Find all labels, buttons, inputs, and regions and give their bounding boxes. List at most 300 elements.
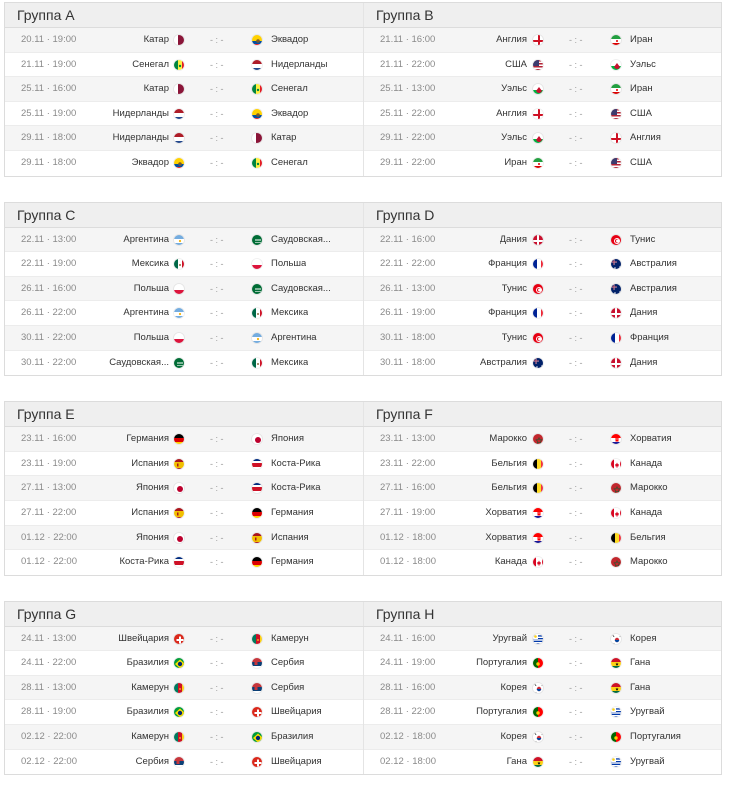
match-score: - : - (210, 332, 224, 343)
match-score: - : - (569, 633, 583, 644)
ecuador-flag-icon (251, 34, 263, 46)
group-title: Группа C (17, 206, 76, 223)
match-score: - : - (569, 259, 583, 270)
group-title: Группа H (363, 602, 721, 626)
home-team-name: Коста-Рика (119, 556, 169, 568)
home-team-name: Австралия (480, 356, 527, 368)
wales-flag-icon (532, 132, 544, 144)
group-header-row (5, 3, 721, 28)
match-date: 01.12 · 22:00 (21, 556, 77, 568)
match-row[interactable] (5, 351, 363, 376)
usa-flag-icon (610, 108, 622, 120)
match-date: 24.11 · 19:00 (380, 657, 436, 669)
away-team-name: Марокко (630, 482, 668, 494)
netherlands-flag-icon (251, 59, 263, 71)
match-date: 28.11 · 19:00 (21, 706, 77, 718)
home-team-name: Тунис (501, 331, 527, 343)
korea-flag-icon (532, 731, 544, 743)
wales-flag-icon (532, 83, 544, 95)
home-team-name: Швейцария (118, 632, 169, 644)
match-date: 22.11 · 22:00 (380, 258, 436, 270)
cameroon-flag-icon (173, 731, 185, 743)
home-team-name: Франция (488, 307, 527, 319)
home-team-name: Польша (133, 331, 169, 343)
tunisia-flag-icon (532, 283, 544, 295)
match-row[interactable] (364, 452, 721, 477)
away-team-name: Швейцария (271, 706, 322, 718)
away-team-name: Саудовская... (271, 233, 331, 245)
home-team-name: Камерун (131, 681, 169, 693)
ecuador-flag-icon (251, 108, 263, 120)
match-list (363, 627, 721, 775)
spain-flag-icon (251, 532, 263, 544)
match-score: - : - (210, 633, 224, 644)
match-row[interactable] (5, 28, 363, 53)
costa-rica-flag-icon (173, 556, 185, 568)
home-team-name: Испания (131, 457, 169, 469)
away-team-name: Сенегал (271, 83, 308, 95)
group-title: Группа B (363, 3, 721, 27)
spain-flag-icon (173, 458, 185, 470)
serbia-flag-icon (251, 682, 263, 694)
wales-flag-icon (610, 59, 622, 71)
match-row[interactable] (5, 700, 363, 725)
iran-flag-icon (610, 34, 622, 46)
match-score: - : - (210, 357, 224, 368)
match-row[interactable] (364, 252, 721, 277)
england-flag-icon (610, 132, 622, 144)
match-row[interactable] (364, 651, 721, 676)
switzerland-flag-icon (251, 706, 263, 718)
match-row[interactable] (364, 28, 721, 53)
match-score: - : - (569, 756, 583, 767)
match-row[interactable] (364, 627, 721, 652)
argentina-flag-icon (251, 332, 263, 344)
match-score: - : - (569, 332, 583, 343)
match-score: - : - (210, 59, 224, 70)
match-date: 21.11 · 22:00 (380, 58, 436, 70)
home-team-name: Уругвай (492, 632, 527, 644)
spain-flag-icon (173, 507, 185, 519)
home-team-name: Испания (131, 506, 169, 518)
cameroon-flag-icon (251, 633, 263, 645)
match-list (5, 427, 363, 575)
match-row[interactable] (5, 53, 363, 78)
costa-rica-flag-icon (251, 458, 263, 470)
away-team-name: Хорватия (630, 433, 672, 445)
match-score: - : - (210, 507, 224, 518)
away-team-name: Дания (630, 356, 658, 368)
cameroon-flag-icon (173, 682, 185, 694)
away-team-name: США (630, 107, 652, 119)
match-date: 01.12 · 22:00 (21, 531, 77, 543)
match-row[interactable] (364, 725, 721, 750)
home-team-name: Франция (488, 258, 527, 270)
away-team-name: Австралия (630, 282, 677, 294)
away-team-name: Уругвай (630, 755, 665, 767)
match-score: - : - (210, 532, 224, 543)
away-team-name: Сенегал (271, 156, 308, 168)
japan-flag-icon (251, 433, 263, 445)
match-score: - : - (210, 108, 224, 119)
match-row[interactable] (364, 228, 721, 253)
home-team-name: Мексика (131, 258, 169, 270)
home-team-name: Бельгия (491, 457, 527, 469)
match-date: 28.11 · 13:00 (21, 681, 77, 693)
match-score: - : - (569, 532, 583, 543)
japan-flag-icon (173, 482, 185, 494)
morocco-flag-icon (610, 482, 622, 494)
home-team-name: Португалия (476, 657, 527, 669)
match-score: - : - (210, 35, 224, 45)
away-team-name: Эквадор (271, 107, 309, 119)
poland-flag-icon (173, 332, 185, 344)
away-team-name: Коста-Рика (271, 457, 321, 469)
switzerland-flag-icon (251, 756, 263, 768)
away-team-name: Бельгия (630, 531, 666, 543)
match-date: 26.11 · 19:00 (380, 307, 436, 319)
match-score: - : - (569, 283, 583, 294)
match-date: 29.11 · 22:00 (380, 156, 436, 168)
home-team-name: Япония (136, 531, 169, 543)
match-row[interactable] (5, 452, 363, 477)
match-row[interactable] (364, 126, 721, 151)
group-title: Группа G (17, 605, 77, 622)
qatar-flag-icon (173, 34, 185, 46)
match-score: - : - (210, 682, 224, 693)
match-list (5, 627, 363, 775)
match-row[interactable] (5, 476, 363, 501)
canada-flag-icon (610, 458, 622, 470)
match-date: 27.11 · 22:00 (21, 506, 77, 518)
match-score: - : - (569, 458, 583, 469)
home-team-name: Англия (496, 107, 527, 119)
home-team-name: Иран (504, 156, 527, 168)
away-team-name: Иран (630, 34, 653, 45)
match-row[interactable] (5, 526, 363, 551)
away-team-name: Уэльс (630, 58, 656, 70)
france-flag-icon (532, 258, 544, 270)
group-block-gh (4, 601, 722, 776)
match-score: - : - (210, 259, 224, 270)
match-row[interactable] (5, 676, 363, 701)
home-team-name: Саудовская... (109, 356, 169, 368)
away-team-name: Англия (630, 132, 661, 144)
saudi-arabia-flag-icon (173, 357, 185, 369)
france-flag-icon (532, 307, 544, 319)
match-date: 30.11 · 22:00 (21, 356, 77, 368)
korea-flag-icon (610, 633, 622, 645)
match-score: - : - (210, 483, 224, 494)
usa-flag-icon (610, 157, 622, 169)
home-team-name: Уэльс (501, 83, 527, 95)
match-date: 30.11 · 22:00 (21, 331, 77, 343)
england-flag-icon (532, 108, 544, 120)
france-flag-icon (610, 332, 622, 344)
match-score: - : - (569, 707, 583, 718)
match-row[interactable] (364, 476, 721, 501)
korea-flag-icon (532, 682, 544, 694)
match-row[interactable] (5, 326, 363, 351)
uruguay-flag-icon (610, 706, 622, 718)
morocco-flag-icon (610, 556, 622, 568)
match-score: - : - (569, 507, 583, 518)
group-header-row (5, 402, 721, 427)
tunisia-flag-icon (532, 332, 544, 344)
away-team-name: Сербия (271, 657, 305, 669)
usa-flag-icon (532, 59, 544, 71)
away-team-name: Иран (630, 83, 653, 95)
group-title: Группа F (363, 402, 721, 426)
belgium-flag-icon (532, 458, 544, 470)
away-team-name: Гана (630, 657, 651, 669)
match-date: 29.11 · 22:00 (380, 132, 436, 144)
away-team-name: Польша (271, 258, 307, 270)
senegal-flag-icon (251, 83, 263, 95)
group-title: Группа E (17, 406, 75, 423)
away-team-name: США (630, 156, 652, 168)
away-team-name: Камерун (271, 632, 309, 644)
match-date: 02.12 · 18:00 (380, 731, 436, 743)
match-score: - : - (569, 557, 583, 568)
match-row[interactable] (5, 627, 363, 652)
mexico-flag-icon (173, 258, 185, 270)
match-row[interactable] (364, 550, 721, 575)
match-score: - : - (210, 756, 224, 767)
portugal-flag-icon (610, 731, 622, 743)
match-score: - : - (569, 658, 583, 669)
group-block-cd (4, 202, 722, 377)
ecuador-flag-icon (173, 157, 185, 169)
match-date: 30.11 · 18:00 (380, 331, 436, 343)
match-score: - : - (210, 84, 224, 95)
away-team-name: Япония (271, 433, 304, 445)
match-score: - : - (569, 133, 583, 144)
match-date: 22.11 · 13:00 (21, 233, 77, 245)
portugal-flag-icon (532, 706, 544, 718)
group-block-ef (4, 401, 722, 576)
match-score: - : - (210, 283, 224, 294)
belgium-flag-icon (532, 482, 544, 494)
australia-flag-icon (610, 258, 622, 270)
home-team-name: Камерун (131, 731, 169, 743)
match-score: - : - (569, 434, 583, 445)
australia-flag-icon (532, 357, 544, 369)
match-row[interactable] (364, 326, 721, 351)
match-score: - : - (569, 682, 583, 693)
mexico-flag-icon (251, 357, 263, 369)
home-team-name: Нидерланды (112, 132, 169, 144)
match-row[interactable] (5, 651, 363, 676)
away-team-name: Канада (630, 457, 663, 469)
england-flag-icon (532, 34, 544, 46)
home-team-name: Германия (126, 433, 169, 445)
home-team-name: Польша (133, 282, 169, 294)
match-date: 23.11 · 13:00 (380, 433, 436, 445)
match-score: - : - (569, 157, 583, 168)
away-team-name: Мексика (271, 356, 309, 368)
home-team-name: Гана (506, 755, 527, 767)
away-team-name: Канада (630, 506, 663, 518)
match-row[interactable] (364, 526, 721, 551)
home-team-name: Корея (500, 731, 527, 743)
match-date: 24.11 · 16:00 (380, 632, 436, 644)
ghana-flag-icon (532, 756, 544, 768)
home-team-name: Нидерланды (112, 107, 169, 119)
group-title: Группа A (17, 7, 75, 23)
match-score: - : - (210, 133, 224, 144)
netherlands-flag-icon (173, 132, 185, 144)
match-date: 24.11 · 13:00 (21, 632, 77, 644)
argentina-flag-icon (173, 307, 185, 319)
netherlands-flag-icon (173, 108, 185, 120)
group-block-ab (4, 2, 722, 177)
match-date: 23.11 · 19:00 (21, 457, 77, 469)
denmark-flag-icon (610, 307, 622, 319)
group-header-row (5, 602, 721, 627)
away-team-name: Австралия (630, 258, 677, 270)
portugal-flag-icon (532, 657, 544, 669)
qatar-flag-icon (173, 83, 185, 95)
match-date: 01.12 · 18:00 (380, 531, 436, 543)
home-team-name: Бразилия (126, 657, 169, 669)
match-date: 02.12 · 18:00 (380, 755, 436, 767)
home-team-name: Тунис (501, 282, 527, 294)
away-team-name: Дания (630, 307, 658, 319)
match-row[interactable] (364, 351, 721, 376)
away-team-name: Уругвай (630, 706, 665, 718)
serbia-flag-icon (173, 756, 185, 768)
serbia-flag-icon (251, 657, 263, 669)
match-list (363, 427, 721, 575)
match-date: 25.11 · 19:00 (21, 107, 77, 119)
home-team-name: Аргентина (123, 233, 169, 245)
match-date: 27.11 · 13:00 (21, 482, 77, 494)
match-score: - : - (210, 434, 224, 445)
tunisia-flag-icon (610, 234, 622, 246)
match-row[interactable] (364, 102, 721, 127)
match-score: - : - (569, 59, 583, 70)
saudi-arabia-flag-icon (251, 283, 263, 295)
match-row[interactable] (364, 301, 721, 326)
match-row[interactable] (5, 126, 363, 151)
home-team-name: Катар (143, 34, 169, 45)
match-score: - : - (569, 483, 583, 494)
match-date: 26.11 · 16:00 (21, 282, 77, 294)
match-date: 28.11 · 16:00 (380, 681, 436, 693)
iran-flag-icon (532, 157, 544, 169)
away-team-name: Мексика (271, 307, 309, 319)
match-row[interactable] (364, 77, 721, 102)
match-score: - : - (569, 35, 583, 45)
match-score: - : - (210, 308, 224, 319)
match-row[interactable] (5, 228, 363, 253)
uruguay-flag-icon (610, 756, 622, 768)
match-row[interactable] (5, 77, 363, 102)
away-team-name: Марокко (630, 556, 668, 568)
brazil-flag-icon (173, 657, 185, 669)
match-row[interactable] (364, 700, 721, 725)
home-team-name: Сенегал (132, 58, 169, 70)
away-team-name: Бразилия (271, 731, 314, 743)
match-row[interactable] (5, 427, 363, 452)
match-score: - : - (210, 732, 224, 743)
match-row[interactable] (364, 151, 721, 176)
belgium-flag-icon (610, 532, 622, 544)
iran-flag-icon (610, 83, 622, 95)
match-date: 20.11 · 19:00 (21, 34, 77, 45)
match-row[interactable] (5, 102, 363, 127)
match-row[interactable] (364, 277, 721, 302)
away-team-name: Аргентина (271, 331, 317, 343)
match-row[interactable] (5, 252, 363, 277)
home-team-name: Англия (496, 34, 527, 45)
denmark-flag-icon (532, 234, 544, 246)
match-date: 02.12 · 22:00 (21, 755, 77, 767)
match-list (5, 228, 363, 376)
home-team-name: США (505, 58, 527, 70)
match-row[interactable] (5, 725, 363, 750)
away-team-name: Франция (630, 331, 669, 343)
match-row[interactable] (364, 53, 721, 78)
home-team-name: Дания (499, 233, 527, 245)
germany-flag-icon (251, 556, 263, 568)
match-row[interactable] (5, 501, 363, 526)
match-date: 25.11 · 16:00 (21, 83, 77, 95)
saudi-arabia-flag-icon (251, 234, 263, 246)
match-row[interactable] (364, 427, 721, 452)
match-date: 25.11 · 22:00 (380, 107, 436, 119)
germany-flag-icon (251, 507, 263, 519)
ghana-flag-icon (610, 657, 622, 669)
match-date: 29.11 · 18:00 (21, 132, 77, 144)
match-list (363, 228, 721, 376)
home-team-name: Марокко (489, 433, 527, 445)
croatia-flag-icon (532, 532, 544, 544)
match-list (5, 28, 363, 176)
match-date: 22.11 · 16:00 (380, 233, 436, 245)
brazil-flag-icon (251, 731, 263, 743)
switzerland-flag-icon (173, 633, 185, 645)
qatar-flag-icon (251, 132, 263, 144)
match-row[interactable] (5, 277, 363, 302)
match-score: - : - (569, 108, 583, 119)
match-row[interactable] (5, 750, 363, 775)
denmark-flag-icon (610, 357, 622, 369)
croatia-flag-icon (610, 433, 622, 445)
away-team-name: Коста-Рика (271, 482, 321, 494)
poland-flag-icon (173, 283, 185, 295)
match-date: 29.11 · 18:00 (21, 156, 77, 168)
away-team-name: Гана (630, 681, 651, 693)
match-row[interactable] (364, 501, 721, 526)
mexico-flag-icon (251, 307, 263, 319)
match-score: - : - (210, 458, 224, 469)
home-team-name: Хорватия (485, 531, 527, 543)
match-row[interactable] (364, 676, 721, 701)
match-row[interactable] (5, 301, 363, 326)
match-date: 28.11 · 22:00 (380, 706, 436, 718)
match-date: 27.11 · 16:00 (380, 482, 436, 494)
match-row[interactable] (364, 750, 721, 775)
match-date: 21.11 · 19:00 (21, 58, 77, 70)
home-team-name: Япония (136, 482, 169, 494)
match-score: - : - (210, 557, 224, 568)
uruguay-flag-icon (532, 633, 544, 645)
match-row[interactable] (5, 151, 363, 176)
senegal-flag-icon (173, 59, 185, 71)
match-row[interactable] (5, 550, 363, 575)
